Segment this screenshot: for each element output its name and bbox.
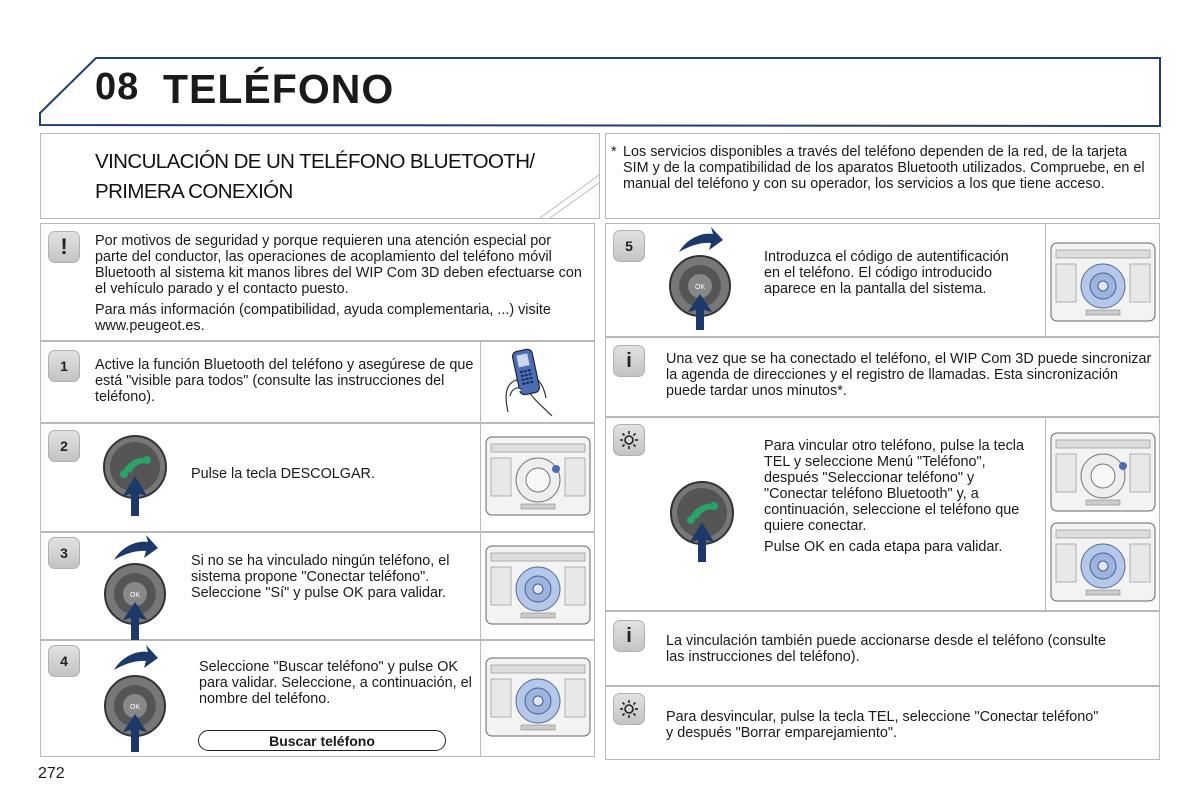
page-number: 272	[38, 765, 65, 782]
section-title-line2: PRIMERA CONEXIÓN	[95, 180, 293, 203]
ok-knob-press-icon	[100, 532, 170, 640]
pick-up-call-button-icon	[667, 478, 737, 564]
step-4-badge: 4	[48, 645, 80, 677]
section-title	[95, 147, 585, 207]
step-2-text: Pulse la tecla DESCOLGAR.	[191, 466, 375, 482]
radio-panel-tel-key-image	[1050, 432, 1156, 512]
tip-sun-icon	[613, 424, 645, 456]
sun-icon	[619, 430, 639, 450]
radio-panel-ok-knob-image	[1050, 242, 1156, 322]
tip-2-text: Para desvincular, pulse la tecla TEL, seleccione "Conectar teléfono" y después "Borrar emparejamiento".	[666, 709, 1099, 741]
info-icon: i	[613, 620, 645, 652]
section-title-line1: VINCULACIÓN DE UN TELÉFONO BLUETOOTH/	[95, 150, 535, 173]
svg-text:OK: OK	[129, 704, 141, 711]
svg-text:OK: OK	[129, 592, 141, 599]
tip-1-paragraph-2: Pulse OK en cada etapa para validar.	[764, 539, 1003, 555]
sun-icon	[619, 699, 639, 719]
step-5-text: Introduzca el código de autentificación en el teléfono. El código introducido aparece en la pantalla del sistema.	[764, 249, 1009, 297]
ok-knob-press-icon	[100, 642, 170, 752]
radio-panel-ok-knob-image	[1050, 522, 1156, 602]
step-3-badge: 3	[48, 537, 80, 569]
warning-icon: !	[48, 231, 80, 263]
footnote-marker: *	[611, 144, 617, 160]
buscar-telefono-button[interactable]: Buscar teléfono	[198, 730, 446, 751]
step-1-text: Active la función Bluetooth del teléfono y asegúrese de que está "visible para todos" (consulte las instrucciones del teléfono).	[95, 357, 474, 405]
pick-up-call-button-icon	[100, 432, 170, 516]
ok-knob-press-icon	[665, 224, 735, 332]
radio-panel-ok-knob-image	[485, 545, 591, 625]
info-2-text: La vinculación también puede accionarse desde el teléfono (consulte las instrucciones del teléfono).	[666, 633, 1107, 665]
radio-panel-ok-knob-image	[485, 657, 591, 737]
tip-1-paragraph-1: Para vincular otro teléfono, pulse la tecla TEL y seleccione Menú "Teléfono", después "Seleccionar teléfono" y "Conectar teléfono Bluetooth" y, a continuación, seleccione el teléfono que quiere conectar.	[764, 438, 1024, 534]
mobile-phone-in-hand-icon	[500, 344, 570, 420]
tip-1-text	[764, 438, 1024, 555]
info-1-text: Una vez que se ha conectado el teléfono, el WIP Com 3D puede sincronizar la agenda de direcciones y el registro de llamadas. Esta sincronización puede tardar unos minutos*.	[666, 351, 1152, 399]
svg-text:OK: OK	[694, 284, 706, 291]
warning-paragraph-1: Por motivos de seguridad y porque requieren una atención especial por parte del conductor, las operaciones de acoplamiento del teléfono móvil Bluetooth al sistema kit manos libres del WIP Com 3D deben efectuarse con el vehículo parado y el contacto puesto.	[95, 233, 582, 297]
step-4-text: Seleccione "Buscar teléfono" y pulse OK para validar. Seleccione, a continuación, el nombre del teléfono.	[199, 659, 472, 707]
footnote	[611, 144, 1151, 192]
info-icon: i	[613, 345, 645, 377]
chapter-number: 08	[95, 66, 140, 108]
step-3-text: Si no se ha vinculado ningún teléfono, el sistema propone "Conectar teléfono". Seleccione "Sí" y pulse OK para validar.	[191, 553, 450, 601]
radio-panel-tel-key-image	[485, 436, 591, 516]
warning-text	[95, 233, 585, 334]
chapter-title: TELÉFONO	[163, 66, 395, 112]
warning-paragraph-2: Para más información (compatibilidad, ayuda complementaria, ...) visite www.peugeot.es.	[95, 302, 551, 334]
step-5-badge: 5	[613, 230, 645, 262]
step-2-badge: 2	[48, 430, 80, 462]
footnote-text: Los servicios disponibles a través del teléfono dependen de la red, de la tarjeta SIM y de la compatibilidad de los aparatos Bluetooth utilizados. Compruebe, en el manual del teléfono y con su operador, los servicios a los que tiene acceso.	[623, 144, 1145, 192]
step-1-badge: 1	[48, 350, 80, 382]
tip-sun-icon	[613, 693, 645, 725]
